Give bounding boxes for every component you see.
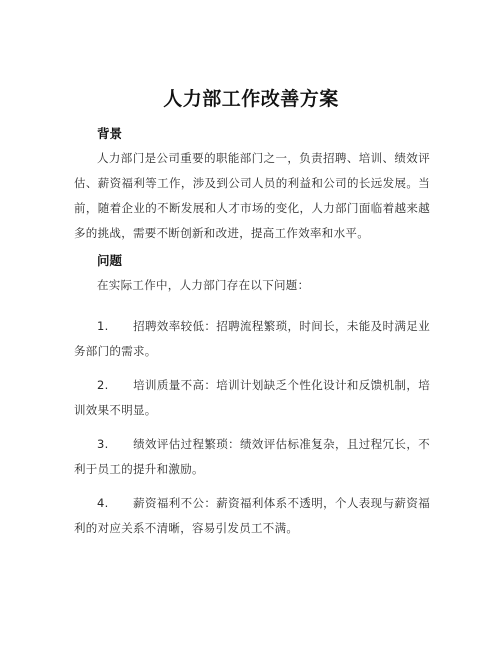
list-item-number: 4. <box>97 496 109 510</box>
section-heading-problems: 问题 <box>97 253 123 268</box>
list-item <box>74 432 430 482</box>
list-item-number: 3. <box>97 437 109 451</box>
list-item-text: 招聘效率较低：招聘流程繁琐，时间长，未能及时满足业务部门的需求。 <box>74 319 430 358</box>
list-item-text: 绩效评估过程繁琐：绩效评估标准复杂，且过程冗长，不利于员工的提升和激励。 <box>74 437 430 476</box>
list-item-number: 2. <box>97 378 109 392</box>
list-item-text: 薪资福利不公：薪资福利体系不透明，个人表现与薪资福利的对应关系不清晰，容易引发员工不满。 <box>74 496 430 535</box>
section-heading-background: 背景 <box>97 126 123 141</box>
list-item <box>74 491 430 541</box>
list-item-text: 培训质量不高：培训计划缺乏个性化设计和反馈机制，培训效果不明显。 <box>74 378 430 417</box>
list-item-number: 1. <box>97 319 109 333</box>
list-item <box>74 373 430 423</box>
background-paragraph: 人力部门是公司重要的职能部门之一，负责招聘、培训、绩效评估、薪资福利等工作，涉及到公司人员的利益和公司的长远发展。当前，随着企业的不断发展和人才市场的变化，人力部门面临着越来越多的挑战，需要不断创新和改进，提高工作效率和水平。 <box>74 151 430 240</box>
document-title: 人力部工作改善方案 <box>163 88 339 110</box>
problems-intro: 在实际工作中，人力部门存在以下问题： <box>97 278 310 292</box>
list-item <box>74 314 430 364</box>
